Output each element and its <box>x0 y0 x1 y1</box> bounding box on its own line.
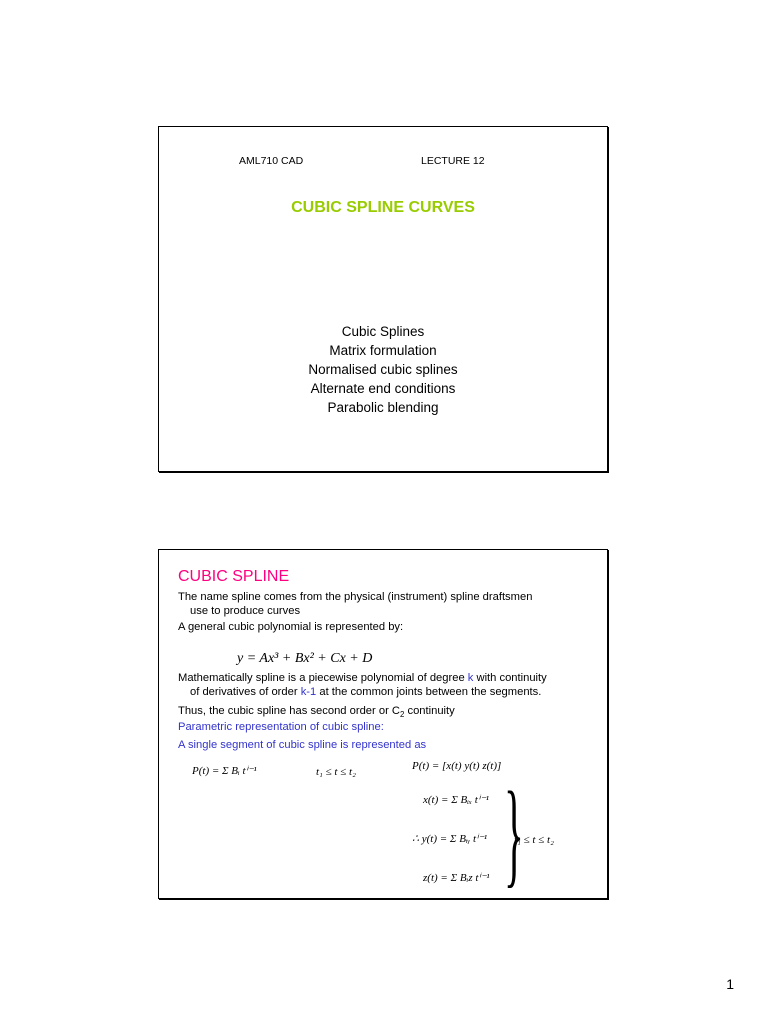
lecture-number: LECTURE 12 <box>421 155 485 167</box>
page-number: 1 <box>726 976 734 992</box>
parameter-range: t₁ ≤ t ≤ t₂ <box>316 766 356 778</box>
slide-title: CUBIC SPLINE CURVES <box>291 199 475 216</box>
parametric-sum-equation: P(t) = Σ Bᵢ tⁱ⁻¹ <box>192 765 257 777</box>
right-brace: } <box>504 767 524 898</box>
topic-item: Cubic Splines <box>341 324 425 339</box>
topic-list <box>159 322 607 417</box>
slide-title: CUBIC SPLINE <box>178 568 290 585</box>
topic-item: Alternate end conditions <box>310 381 456 396</box>
y-component-equation: ∴ y(t) = Σ Bᵢᵧ tⁱ⁻¹ <box>412 833 488 845</box>
z-component-equation: z(t) = Σ Bᵢz tⁱ⁻¹ <box>423 872 490 884</box>
paragraph-parametric: Parametric representation of cubic spline: <box>178 721 384 733</box>
slide-2 <box>158 549 608 899</box>
topic-item: Normalised cubic splines <box>308 362 458 377</box>
paragraph-c2-continuity: Thus, the cubic spline has second order or $C_2$ continuity <box>178 705 455 720</box>
paragraph-spline-origin: The name spline comes from the physical (instrument) spline draftsmen use to produce curves <box>178 591 533 617</box>
slide-1 <box>158 126 608 472</box>
topic-item: Matrix formulation <box>329 343 437 358</box>
paragraph-single-segment: A single segment of cubic spline is represented as <box>178 739 427 751</box>
paragraph-general-cubic: A general cubic polynomial is represented by: <box>178 621 404 633</box>
component-parameter-range: t₁ ≤ t ≤ t₂ <box>514 834 554 846</box>
course-code: AML710 CAD <box>239 155 304 167</box>
paragraph-piecewise: Mathematically spline is a piecewise polynomial of degree k with continuity of derivatives of order k-1 at the common joints between the segments. <box>178 672 547 698</box>
cubic-polynomial-equation: y = Ax³ + Bx² + Cx + D <box>237 651 373 666</box>
vector-equation: P(t) = [x(t) y(t) z(t)] <box>412 760 502 772</box>
x-component-equation: x(t) = Σ Bᵢₓ tⁱ⁻¹ <box>423 794 489 806</box>
topic-item: Parabolic blending <box>327 400 439 415</box>
